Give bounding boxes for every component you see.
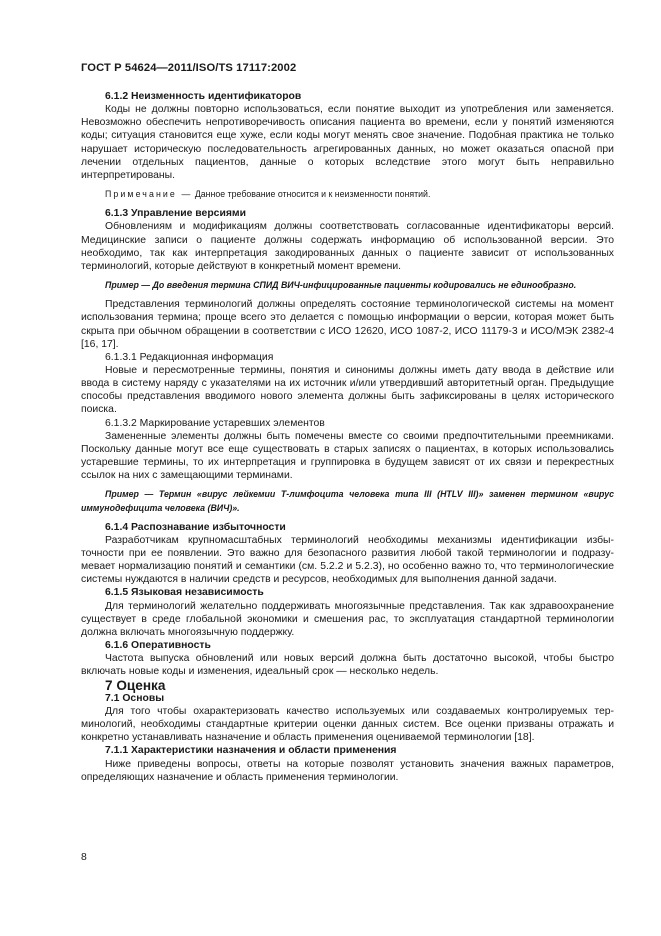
section-6-1-6-text: Частота выпуска обновлений или новых версий должна быть достаточно высокой, чтобы быстро включать новые коды и изменения, идеальный срок — несколько недель. [81, 653, 614, 678]
section-6-1-2-text: Коды не должны повторно использоваться, если понятие выходит из употребления или заменяется. Невозможно обеспечить непротиворечивость описания пациента во времени, если у понятий изменяются коды; ситуация становится еще хуже, если коды могут менять свое значение. Подобная практика не только нарушает историческую последовательность агрегированных данных, но может оказаться опасной при лечении отдельных пациентов, данные о которых вследствие этого могут быть неправильно интерпретированы. [81, 104, 614, 181]
section-6-1-2-heading: 6.1.2 Неизменность идентификаторов [105, 91, 302, 102]
section-7-1-1-text: Ниже приведены вопросы, ответы на которые позволят установить значения важных параметров, определяющих назначение и область применения терминологии. [81, 758, 614, 783]
section-6-1-5-text: Для терминологий желательно поддерживать многоязычные представления. Так как здравоохранение существует в среде глобальной экономики и смешения рас, то эксплуатация стандартной терминологии должна включать многоязычную поддержку. [81, 600, 614, 638]
note [81, 188, 614, 201]
note-text: Данное требование относится и к неизменности понятий. [194, 189, 431, 200]
section-7-heading: 7 Оценка [105, 677, 166, 693]
section-7-1-heading: 7.1 Основы [105, 692, 165, 704]
page-body [81, 90, 614, 784]
section-7-1-text: Для того чтобы охарактеризовать качество используемых или создаваемых контролируемых терминологий, необходимы стандартные критерии оценки данных систем. Все оценки призваны отражать и конкретно устанавливать назначение и область применения оцениваемой терминологии [18]. [81, 705, 614, 744]
standard-header: ГОСТ Р 54624—2011/ISO/TS 17117:2002 [81, 62, 297, 74]
example-1: Пример — До введения термина СПИД ВИЧ-инфицированные пациенты кодировались не единообразно. [105, 280, 577, 291]
section-6-1-5-heading: 6.1.5 Языковая независимость [105, 587, 264, 599]
section-6-1-3-text1: Обновлениям и модификациям должны соответствовать согласованные идентификаторы версий. Медицинские записи о пациенте должны содержать информацию об использованной версии. Это необходимо, так как интерпретация закодированных данных о пациенте зависит от использованных терминологий, которые действуют в конкретный момент времени. [81, 221, 614, 272]
section-6-1-4-heading: 6.1.4 Распознавание избыточности [105, 521, 286, 533]
section-6-1-3-2-text: Замененные элементы должны быть помечены вместе со своими предпочтительными преемниками. Поскольку данные могут все еще существовать в старых записях о пациентах, в которых использовались устаревшие термины, то их интерпретация и группировка в будущем зависят от их связи и перекрестных ссылок на них с замещающими терминами. [81, 430, 614, 482]
section-6-1-6-heading: 6.1.6 Оперативность [105, 640, 211, 652]
section-6-1-3-1-text: Новые и пересмотренные термины, понятия и синонимы должны иметь дату ввода в действие или ввода в систему наряду с указателями на их источник и/или утвердивший авторитетный орган. Предыдущие способы представления вводимого нового элемента должны быть зафиксированы в целях исторического поиска. [81, 364, 614, 416]
section-6-1-3-1-heading: 6.1.3.1 Редакционная информация [105, 351, 274, 363]
page-number: 8 [81, 852, 87, 863]
note-label: Примечание — [105, 189, 193, 200]
section-7-1-1-heading: 7.1.1 Характеристики назначения и области применения [105, 745, 397, 757]
section-6-1-3-2-heading: 6.1.3.2 Маркирование устаревших элементов [105, 417, 325, 429]
example-2: Пример — Термин «вирус лейкемии Т-лимфоцита человека типа III (HTLV III)» заменен термином «вирус иммунодефицита человека (ВИЧ)». [81, 489, 614, 513]
section-6-1-4-text: Разработчикам крупномасштабных терминологий необходимы механизмы идентификации избыточности при ее появлении. Это важно для безопасного развития любой такой терминологии и подразумевает нормализацию понятий и семантики (см. 5.2.2 и 5.2.3), но особенно важно то, что терминологические системы нуждаются в наличии средств и ресурсов, необходимых для выполнения данной задачи. [81, 534, 614, 586]
section-6-1-3-heading: 6.1.3 Управление версиями [105, 208, 246, 220]
section-6-1-3-text2: Представления терминологий должны определять состояние терминологической системы на момент использования термина; проще всего это делается с помощью информации о версии, которая может быть скрыта при обычном обращении в соответствии с ИСО 12620, ИСО 1087-2, ИСО 11179-3 и ИСО/МЭК 2382-4 [16, 17]. [81, 299, 614, 350]
